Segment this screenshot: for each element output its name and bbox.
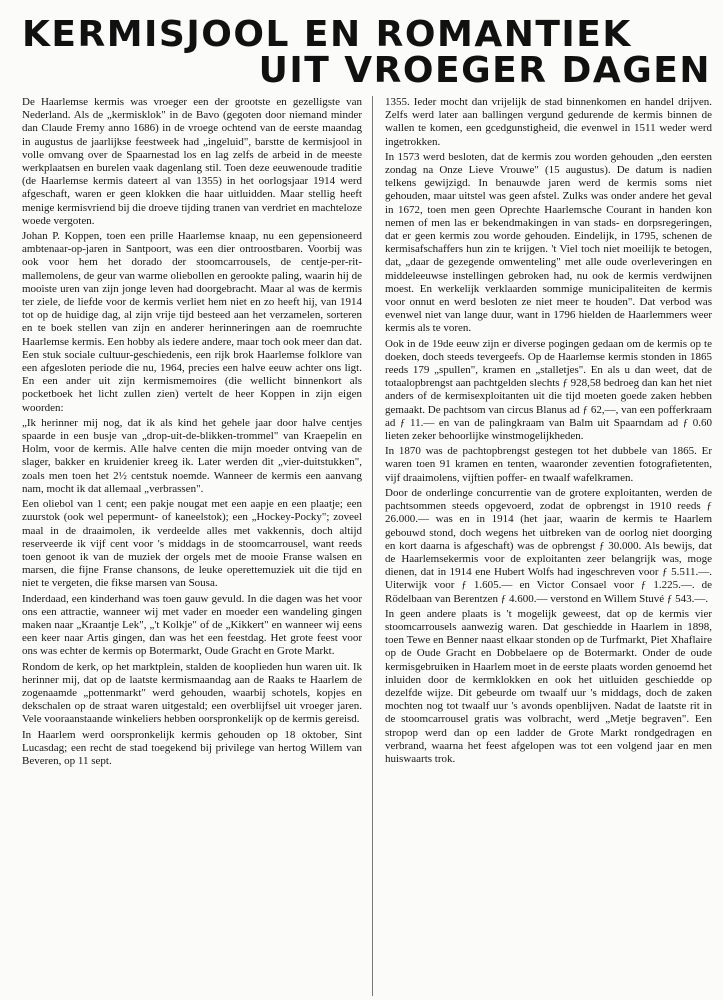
paragraph: Rondom de kerk, op het marktplein, stalden de kooplieden hun waren uit. Ik herinner mij, dat op de laatste kermismaandag aan de Raaks te Haarlem de zogenaamde „pottenmarkt" werd gehouden, waarbij schotels, kopjes en dekschalen op de straat waren uitgestald; een overblijfsel uit vroeger jaren. Vele vooraanstaande winkeliers hebben oorspronkelijk op de kermis gereisd. (22, 660, 362, 726)
paragraph: In 1870 was de pachtopbrengst gestegen tot het dubbele van 1865. Er waren toen 91 kramen en tenten, waaronder zeventien fotografietenten, vijf draaimolens, vijftien poffer- en twaalf wafelkramen. (385, 445, 712, 484)
paragraph: De Haarlemse kermis was vroeger een der grootste en gezelligste van Nederland. Als de „kermisklok" in de Bavo (gegoten door niemand minder dan Claude Fremy anno 1686) in de vroege ochtend van de eerste maandag in augustus de jaarlijkse feestweek had „ingeluid", barstte de kermisjool in volle omvang over de Spaarnestad los en lag zelfs de arbeid in de meeste werkplaatsen en burelen vaak dagenlang stil. Toen deze eeuwenoude traditie (de Haarlemse kermis dateert al van 1355) in het oorlogsjaar 1914 werd afgeschaft, waren er geen klokken die haar uitluidden. Maar stellig heeft menige kermisvriend bij die droeve tijding tranen van verdriet en machteloze woede vergoten. (22, 96, 362, 227)
paragraph: In 1573 werd besloten, dat de kermis zou worden gehouden „den eersten zondag na Onze Lieve Vrouwe" (15 augustus). De datum is nadien telkens gewijzigd. In benauwde jaren werd de kermis soms niet gehouden, maar uitstel was geen afstel. Zulks was onder andere het geval in 1672, toen men geen Oprechte Haarlemsche Courant in handen kon nemen of men las er bekendmakingen in van stads- en dorpsregeringen, dat er geen kermis zou worde gehouden. Eindelijk, in 1795, schenen de kermisafschaffers hun zin te krijgen. 't Viel toch niet moeilijk te betogen, dat, „daar de gezegende omwenteling" met alle oude overleveringen en middeleeuwse instellingen gebroken had, nu ook de kermis verdwijnen moest. En werkelijk verklaarden sommige municipaliteiten de kermis voor onnut en werd besloten ze niet meer te houden". Dat verbod was evenwel niet van lange duur, want in 1796 hielden de Haarlemmers weer kermis als te voren. (385, 150, 712, 335)
article-column-right (385, 96, 712, 996)
paragraph: Door de onderlinge concurrentie van de grotere exploitanten, werden de pachtsommen steeds opgevoerd, zodat de opbrengst in 1910 reeds ƒ 26.000.— was en in 1914 (het jaar, waarin de kermis te Haarlem gebouwd stond, doch wegens het uitbreken van de oorlog niet doorging en kort daarna is afgeschaft) was de opbrengst ƒ 30.000. Als bewijs, dat de Haarlemsekermis voor de exploitanten zeer belangrijk was, moge dienen, dat in 1914 ene Hubert Wolfs had ingeschreven voor ƒ 5.511.—. Uiterwijk voor ƒ 1.605.— en Victor Consael voor ƒ 1.225.—. de Rödelbaan van Berentzen ƒ 4.600.— verstond en Willem Stuvé ƒ 543.—. (385, 486, 712, 605)
paragraph: 1355. Ieder mocht dan vrijelijk de stad binnenkomen en handel drijven. Zelfs werd later aan ballingen vergund gedurende de kermis binnen de wallen te komen, een gcedgunstigheid, die evenwel in 1511 weder werd ingetrokken. (385, 96, 712, 148)
column-divider (372, 96, 373, 996)
headline-line-2: UIT VROEGER DAGEN (258, 50, 711, 91)
paragraph: Johan P. Koppen, toen een prille Haarlemse knaap, nu een gepensioneerd ambtenaar-op-jaren in Santpoort, was een dier ontroostbaren. Voorbij was ook voor hem het dorado der stoomcarrousels, de centje-per-rit-mallemolens, de geur van warme oliebollen en gerookte paling, waarin hij de mooiste uren van zijn jonge leven had doorgebracht. Maar al was de kermis ter ziele, de liefde voor de kermis verliet hem niet en zo heeft hij, van 1914 tot op de huidige dag, al zijn vrije tijd besteed aan het verzamelen, sorteren en te boek stellen van zijn en anderer herinneringen aan de roemruchte Haarlemse kermis. Een hobby als iedere andere, maar toch ook meer dan dat. Een stuk sociale cultuur-geschiedenis, een rijk brok Haarlemse folklore van een afgesloten periode die nu, 1964, precies een halve eeuw achter ons ligt. En een ander uit zijn kermismemoires (die wellicht binnenkort als pocketboek het licht zullen zien) vertelt de heer Koppen in zijn eigen woorden: (22, 230, 362, 414)
paragraph: Inderdaad, een kinderhand was toen gauw gevuld. In die dagen was het voor ons een attractie, wanneer wij met vader en moeder een wandeling gingen maken naar „Kraantje Lek", „'t Kolkje" of de „Kikkert" en wanneer wij eens een keer naar Artis gingen, dan was het een feestdag. Het grote feest voor ons was echter de kermis op Botermarkt, Oude Gracht en Grote Markt. (22, 592, 362, 658)
paragraph: In Haarlem werd oorspronkelijk kermis gehouden op 18 oktober, Sint Lucasdag; een recht de stad toegekend bij privilege van hertog Willem van Beveren, op 11 sept. (22, 728, 362, 767)
headline-line-1: KERMISJOOL EN ROMANTIEK (22, 14, 632, 55)
quote-paragraph: „Ik herinner mij nog, dat ik als kind het gehele jaar door halve centjes spaarde in een busje van „drop-uit-de-blikken-trommel" van Kraepelin en Holm, voor de kermis. Alle halve centen die mijn moeder ontving van de slager, bakker en kruidenier kreeg ik. Later werden dit „vier-duitstukken", zoals men toen het 2½ centstuk noemde. Wanneer de kermis een aanvang nam, mocht ik dat allemaal „verbrassen". (22, 416, 362, 495)
paragraph: Ook in de 19de eeuw zijn er diverse pogingen gedaan om de kermis op te doeken, doch steeds tevergeefs. Op de Haarlemse kermis stonden in 1865 reeds 179 „spullen", kramen en „stalletjes". En als u dan weet, dat de totaalopbrengst aan pachtgelden slechts ƒ 928,58 bedroeg dan kan het niet anders of de kermisexploitanten uit die tijd moeten goede zaken hebben gemaakt. De pachtsom van circus Blanus ad ƒ 62,—, van een pofferkraam ad ƒ 11.— en van de palingkraam van Balm uit Spaarndam ad ƒ 0.60 lieten zeker behoorlijke winstmogelijkheden. (385, 337, 712, 443)
paragraph: Een oliebol van 1 cent; een pakje nougat met een aapje en een plaatje; een zuurstok (ook wel pepermunt- of kaneelstok); een „Hockey-Pocky"; zoveel maal in de draaimolen, ik verdeelde alles met vakkennis, doch altijd reserveerde ik vijf cent voor 's middags in de stoomcarrousel, want reeds toen genoot ik van de muziek der orgels met de mooie Franse walsen en marsen, die fijne Franse chansons, de leuke operettemuziek uit die tijd en niet te vergeten, die fikse marsen van Sousa. (22, 498, 362, 590)
article-column-left (22, 96, 362, 996)
paragraph: In geen andere plaats is 't mogelijk geweest, dat op de kermis vier stoomcarrousels aanwezig waren. Dat geschiedde in Haarlem in 1898, toen Tewe en Benner naast elkaar stonden op de Turfmarkt, Piet Xhaflaire op de Oude Gracht en Dobbelaere op de Botermarkt. Onder de oude kermisgebruiken in Haarlem moet in de eerste plaats worden genoemd het inluiden door de kermklokken en ook het uitluiden geschiedde op dezelfde wijze. Dit gebeurde om twaalf uur 's middags, doch de zaken mochten nog tot twaalf uur 's avonds openblijven. Nadat de laatste rit in de stoomcarrousel gratis was volbracht, werd „Metje begraven". Een stropop werd dan op een ladder de Grote Markt rondgedragen en verbrand, waarna het feest afgelopen was tot een volgend jaar en men huiswaarts trok. (385, 607, 712, 765)
